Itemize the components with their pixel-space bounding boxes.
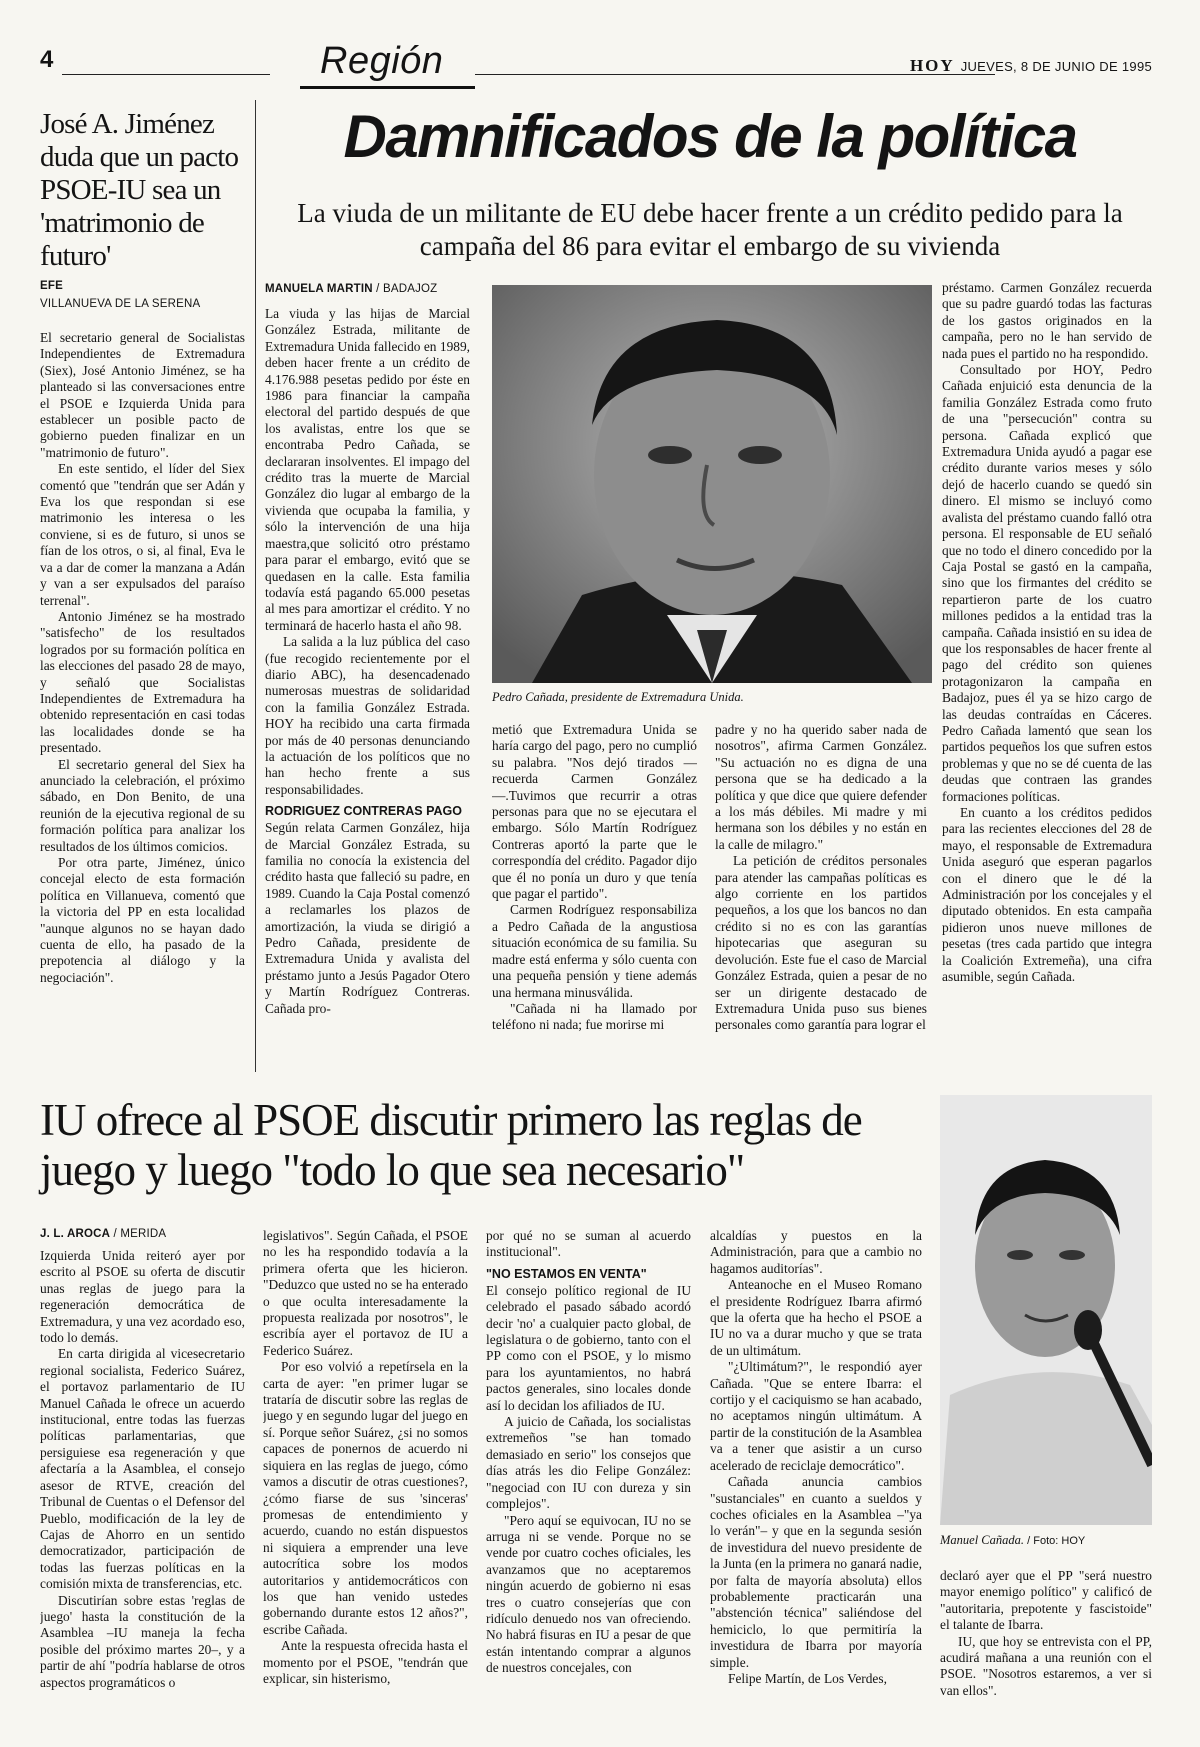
bottom-paragraph: IU, que hoy se entrevista con el PP, acudirá mañana a una reunión con el PSOE. "Nosotros estaremos, a ver si van ellos". [940,1633,1152,1698]
bottom-paragraph: Cañada anuncia cambios "sustanciales" en cuanto a sueldos y coches oficiales en la Asamblea –"ya lo verán"– y que en la segunda sesión de investidura del nuevo presidente de la Junta (en la primera no ganará nadie, por falta de mayoría absoluta) ellos probablemente practicarán una "abstención técnica" saliéndose del hemiciclo, lo que permitiría la investidura de Ibarra por mayoría simple. [710,1474,922,1670]
bottom-paragraph: Izquierda Unida reiteró ayer por escrito al PSOE su oferta de discutir unas reglas de juego para la regeneración democrática de Extremadura, y una vez acordado eso, todo lo demás. [40,1248,245,1346]
bottom-paragraph: "Pero aquí se equivocan, IU no se arruga ni se vende. Porque no se vende por cuatro coches oficiales, les avanzamos que no aceptaremos ningún acuerdo de gobierno ni esas tres o cuatro consejerías que con ridículo denuedo nos van ofreciendo. No habrá fisuras en IU a pesar de que están intentando comprar a algunos de nuestros concejales, con [486,1512,691,1676]
bottom-paragraph: declaró ayer que el PP "será nuestro mayor enemigo político" y calificó de "autoritaria, prepotente y fascistoide" el talante de Ibarra. [940,1568,1152,1633]
bottom-paragraph: legislativos". Según Cañada, el PSOE no les ha respondido todavía a la primera oferta que les hicieron. "Deduzco que usted no se ha enterado o que oculta interesadamente la propuesta realizada por nosotros", le escribía ayer el portavoz de IU a Federico Suárez. [263,1228,468,1358]
main-col-2 [492,722,697,1068]
sidebar-divider [255,100,256,1072]
portrait-illustration [492,285,932,683]
main-paragraph: metió que Extremadura Unida se haría cargo del pago, pero no cumplió su palabra. "Nos dejó tirados —recuerda Carmen González—.Tuvimos que recurrir a otras personas para que no se ejecutara el embargo. Sólo Martín Rodríguez Contreras aportó la parte que le correspondía del crédito. Pagador dijo que él no ponía un duro y que tenía que pagar el partido". [492,722,697,902]
bottom-paragraph: por qué no se suman al acuerdo institucional". [486,1228,691,1260]
bottom-paragraph: Anteanoche en el Museo Romano el presidente Rodríguez Ibarra afirmó que la oferta que ha hecho el PSOE a IU no va a durar mucho y que se trata de un ultimátum. [710,1277,922,1358]
main-byline: MANUELA MARTIN / BADAJOZ [265,283,438,295]
sidebar-location: VILLANUEVA DE LA SERENA [40,298,201,310]
main-paragraph: La salida a la luz pública del caso (fue recogido recientemente por el diario ABC), ha desencadenado numerosas muestras de solidaridad con la familia González Estrada. HOY ha recibido una carta firmada por más de 40 personas denunciando la actuación de los políticos que no han hecho frente a sus responsabilidades. [265,634,470,797]
header-rule-left [62,74,270,75]
bottom-col-2 [263,1228,468,1738]
bottom-byline: J. L. AROCA / MERIDA [40,1228,167,1240]
main-paragraph: préstamo. Carmen González recuerda que su padre guardó todas las facturas de los gastos originados en la campaña, pero no le han servido de nada pues el partido no ha respondido. [942,280,1152,361]
main-paragraph: Según relata Carmen González, hija de Marcial González Estrada, su familia no conocía la existencia del crédito hasta que falleció su padre, en 1989. Cuando la Caja Postal comenzó a reclamarles los plazos de amortización, la viuda se dirigió a Pedro Cañada, presidente de Extremadura Unida y avalista del préstamo junto a Jesús Pagador Otero y Martín Rodríguez Contreras. Cañada pro- [265,820,470,1016]
bottom-paragraph: El consejo político regional de IU celebrado el pasado sábado acordó decir 'no' a cualquier pacto global, de legislatura o de gobierno, tanto con el PP como con el PSOE, y lo mismo para los ayuntamientos, no habrá pactos generales, sino locales donde así lo decidan los afiliados de IU. [486,1282,691,1413]
main-col-4 [942,280,1152,1068]
bottom-col-1 [40,1248,245,1738]
sidebar-byline [40,280,245,310]
bottom-author: J. L. AROCA [40,1228,111,1240]
main-paragraph: padre y no ha querido saber nada de nosotros", afirma Carmen González. "Su actuación no es digna de una persona que se ha dedicado a la política y que dice que quiere defender a los más débiles. Mi madre y mi hermana son los débiles y no están en la calle de milagro." [715,722,927,852]
section-title: Región [320,40,444,82]
bottom-paragraph: alcaldías y puestos en la Administración, para que a cambio no hagamos auditorías". [710,1228,922,1276]
main-paragraph: "Cañada ni ha llamado por teléfono ni nada; fue morirse mi [492,1000,697,1033]
main-photo-caption: Pedro Cañada, presidente de Extremadura Unida. [492,690,744,704]
portrait-illustration [940,1095,1152,1525]
sidebar-paragraph: En este sentido, el líder del Siex comentó que "tendrán que ser Adán y Eva los que respondan si ese matrimonio les interesa o les conviene, si es de futuro, si unos se fían de los otros, o si, al final, Eva le va a dar de comer la manzana a Adán y van a ser expulsados del paraíso terrenal". [40,461,245,608]
sidebar-paragraph: El secretario general del Siex ha anunciado la celebración, el próximo sábado, en Don Benito, de una reunión de la ejecutiva regional de su formación política para analizar los resultados de los últimos comicios. [40,756,245,854]
bottom-paragraph: Discutirían sobre estas 'reglas de juego' hasta la constitución de la Asamblea –IU maneja la fecha posible del próximo martes 20–, y a partir de ahí "podría hablarse de otros aspectos programáticos o [40,1592,245,1690]
pedro-canada-photo [492,285,932,683]
bottom-headline: IU ofrece al PSOE discutir primero las reglas de juego y luego "todo lo que sea necesario" [40,1095,862,1195]
masthead [910,56,1152,76]
bottom-photo-caption [940,1533,1085,1548]
sidebar-agency: EFE [40,280,63,292]
main-paragraph: La viuda y las hijas de Marcial González Estrada, militante de Extremadura Unida fallecido en 1989, deben hacer frente a un crédito de 4.176.988 pesetas pedido por éste en 1986 para financiar la campaña electoral del partido después de que los avalistas, entre los que se encontraba Pedro Cañada, se declararan insolventes. El impago del crédito tras la muerte de Marcial González dio lugar al embargo de la vivienda que ocupaba la familia, y sólo la intervención de una hija maestra,que solicitó otro préstamo para parar el embargo, evitó que se quedasen en la calle. Esta familia todavía está pagando 65.000 pesetas al mes para amortizar el crédito. Y no terminará de hacerlo hasta el año 98. [265,306,470,633]
manuel-canada-photo [940,1095,1152,1525]
main-col-3 [715,722,927,1068]
main-paragraph: Consultado por HOY, Pedro Cañada enjuició esta denuncia de la familia González Estrada como fruto de una "persecución" contra su persona. Cañada explicó que Extremadura Unida ayudó a pagar ese crédito durante varios meses y sólo dejó de hacerlo cuando se quedó sin dinero. El mismo se incluyó como avalista del préstamo cuando falló otra persona. El responsable de EU señaló que no todo el dinero concedido por la Caja Postal se gastó en la campaña, sino que los firmantes del crédito se repartieron parte de los cuatro millones pedidos a la entidad tras la campaña. Cañada insistió en su idea de que los responsables de hacer frente al pago del crédito son quienes protagonizaron la campaña en Badajoz, pues él ya se hizo cargo de las deudas contraídas en Cáceres. Pedro Cañada lamentó que sean los partidos pequeños los que sufren estos problemas y que no se dé cuenta de las deudas que contraen las grandes formaciones políticas. [942,362,1152,804]
bottom-paragraph: Por eso volvió a repetírsela en la carta de ayer: "en primer lugar se trataría de discutir sobre las reglas de juego y en segundo lugar del juego en sí. Porque señor Suárez, ¿si no somos capaces de ponernos de acuerdo ni siquiera en las reglas de juego, cómo vamos a discutir de otras cuestiones?, ¿cómo fiarse de sus 'sinceras' promesas de entendimiento y acuerdo, cuando no están dispuestos ni siquiera a emprender una leve autocrítica sobre los modos autoritarios y antidemocráticos con los que han venido ustedes gobernando durante estos 12 años?", escribe Cañada. [263,1359,468,1637]
sidebar-paragraph: Antonio Jiménez se ha mostrado "satisfecho" de los resultados logrados por su formación política en las elecciones del pasado 28 de mayo, y señaló que Socialistas Independientes de Extremadura ha obtenido representación en casi todas las localidades donde se ha presentado. [40,608,245,756]
bottom-col-4 [710,1228,922,1738]
main-col-1 [265,306,470,1068]
page-number: 4 [40,46,54,73]
section-underline [300,86,475,89]
main-headline: Damnificados de la política [343,103,1077,170]
issue-date: JUEVES, 8 DE JUNIO DE 1995 [960,59,1152,74]
main-paragraph: La petición de créditos personales para atender las campañas políticas es algo corriente en los partidos pequeños, a los que los bancos no dan crédito si no es con las garantías hipotecarias que aseguran su devolución. Este fue el caso de Marcial González Estrada, quien a pesar de no ser un dirigente destacado de Extremadura Unida puso sus bienes personales como garantía para lograr el [715,853,927,1033]
bottom-col-5 [940,1568,1152,1738]
newspaper-name: HOY [909,56,955,75]
main-location: BADAJOZ [382,283,438,295]
main-paragraph: Carmen Rodríguez responsabiliza a Pedro Cañada de la angustiosa situación económica de su familia. Su madre está enferma y sólo cuenta con una pequeña pensión y tiene además una hermana minusválida. [492,902,697,1000]
sidebar-body [40,330,245,1072]
bottom-paragraph: "¿Ultimátum?", le respondió ayer Cañada. "Que se entere Ibarra: el cortijo y el caciquismo se han acabado, no aceptamos ningún ultimátum. A partir de la constitución de la Asamblea va a tener que asistir a un curso acelerado de reciclaje democrático". [710,1359,922,1473]
bottom-subhead: "NO ESTAMOS EN VENTA" [486,1266,647,1281]
bottom-photo-caption-text: Manuel Cañada. [940,1533,1025,1547]
sidebar-paragraph: Por otra parte, Jiménez, único concejal electo de esta formación política en Villanueva, comentó que la victoria del PP en esta localidad "aunque algunos no se hayan dado cuenta de ello, ha pasado de la prepotencia al diálogo y la negociación". [40,855,245,985]
bottom-paragraph: A juicio de Cañada, los socialistas extremeños "se han tomado demasiado en serio" los consejos que días atrás les dio Felipe González: "negociad con IU con dureza y sin complejos". [486,1414,691,1512]
bottom-paragraph: En carta dirigida al vicesecretario regional socialista, Federico Suárez, el portavoz parlamentario de IU Manuel Cañada le ofrece un acuerdo institucional, entre todas las fuerzas políticas parlamentarias, que persiguiese esa regeneración y que afectaría a la Asamblea, el consejo asesor de RTVE, creación del Tribunal de Cuentas o el Defensor del Pueblo, modificación de la ley de Cajas de Ahorro en un sentido democratizador, participación de todas las fuerzas políticas en la comisión mixta de transferencias, etc. [40,1346,245,1592]
bottom-photo-credit: / Foto: HOY [1027,1535,1086,1547]
sidebar-paragraph: El secretario general de Socialistas Independientes de Extremadura (Siex), José Antonio Jiménez, se ha planteado si las conversaciones entre el PSOE e Izquierda Unida para establecer un posible pacto de gobierno pueden finalizar en un "matrimonio de futuro". [40,330,245,460]
sidebar-headline: José A. Jiménez duda que un pacto PSOE-IU sea un 'matrimonio de futuro' [40,108,239,272]
bottom-paragraph: Ante la respuesta ofrecida hasta el momento por el PSOE, "tendrán que explicar, sin histerismo, [263,1638,468,1686]
main-subhead: RODRIGUEZ CONTRERAS PAGO [265,804,462,819]
main-author: MANUELA MARTIN [265,283,373,295]
bottom-location: MERIDA [120,1228,167,1240]
bottom-col-3 [486,1228,691,1738]
bottom-paragraph: Felipe Martín, de Los Verdes, [728,1670,887,1686]
main-subheadline: La viuda de un militante de EU debe hacer frente a un crédito pedido para la campaña del 86 para evitar el embargo de su vivienda [297,198,1123,261]
main-paragraph: En cuanto a los créditos pedidos para las recientes elecciones del 28 de mayo, el responsable de Extremadura Unida aseguró que esperan pagarlos con el dinero que le dé la Administración por los concejales y el diputado obtenidos. En esta campaña pidieron unos nueve millones de pesetas (tres cada partido que integra la Coalición Extremeña), una cifra asumible, según Cañada. [942,805,1152,985]
